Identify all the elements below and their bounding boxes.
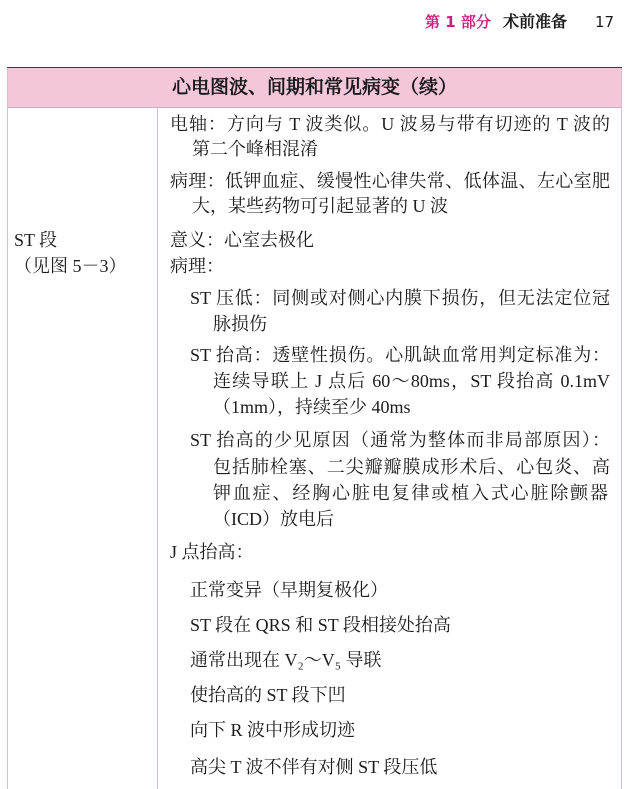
- page-number: 17: [595, 13, 615, 31]
- entry-line: 病理：低钾血症、缓慢性心律失常、低体温、左心室肥: [170, 171, 610, 191]
- list-item: 向下 R 波中形成切迹: [190, 720, 356, 740]
- table-header-rule: [7, 107, 622, 108]
- header-part-label: 第 1 部分: [425, 13, 491, 31]
- entry-line: 大，某些药物可引起显著的 U 波: [192, 196, 448, 216]
- list-item: 通常出现在 V₂～V₅ 导联: [190, 650, 382, 670]
- entry-line: 第二个峰相混淆: [192, 139, 318, 159]
- list-item: 使抬高的 ST 段下凹: [190, 685, 346, 705]
- entry-line: （ICD）放电后: [213, 509, 334, 529]
- header-section-title: 术前准备: [503, 12, 568, 31]
- table-header-band: [7, 68, 622, 107]
- row-label-reference: （见图 5－3）: [14, 256, 127, 276]
- row-label-name: ST 段: [14, 230, 58, 250]
- entry-line: 钾血症、经胸心脏电复律或植入式心脏除颤器: [213, 483, 608, 503]
- entry-line: ST 压低：同侧或对侧心内膜下损伤，但无法定位冠: [190, 288, 610, 308]
- list-item: ST 段在 QRS 和 ST 段相接处抬高: [190, 615, 451, 635]
- entry-line: 脉损伤: [213, 314, 267, 334]
- list-item: 高尖 T 波不伴有对侧 ST 段压低: [190, 757, 438, 777]
- entry-line: 意义：心室去极化: [170, 230, 314, 250]
- entry-line: 包括肺栓塞、二尖瓣瓣膜成形术后、心包炎、高: [213, 457, 610, 477]
- table-top-rule: [7, 67, 622, 68]
- entry-line: 电轴：方向与 T 波类似。U 波易与带有切迹的 T 波的: [170, 114, 610, 134]
- entry-line: （1mm），持续至少 40ms: [213, 397, 411, 417]
- list-item: 正常变异（早期复极化）: [190, 580, 388, 600]
- table-right-border: [621, 68, 622, 789]
- table-left-border: [7, 68, 8, 789]
- entry-line: ST 抬高：透壁性损伤。心肌缺血常用判定标准为：: [190, 345, 610, 365]
- entry-line: 连续导联上 J 点后 60～80ms，ST 段抬高 0.1mV: [213, 371, 610, 391]
- entry-line: J 点抬高：: [170, 542, 254, 562]
- table-column-divider: [157, 108, 158, 789]
- table-title: 心电图波、间期和常见病变（续）: [171, 76, 457, 98]
- entry-line: ST 抬高的少见原因（通常为整体而非局部原因）：: [190, 430, 610, 450]
- entry-line: 病理：: [170, 256, 224, 276]
